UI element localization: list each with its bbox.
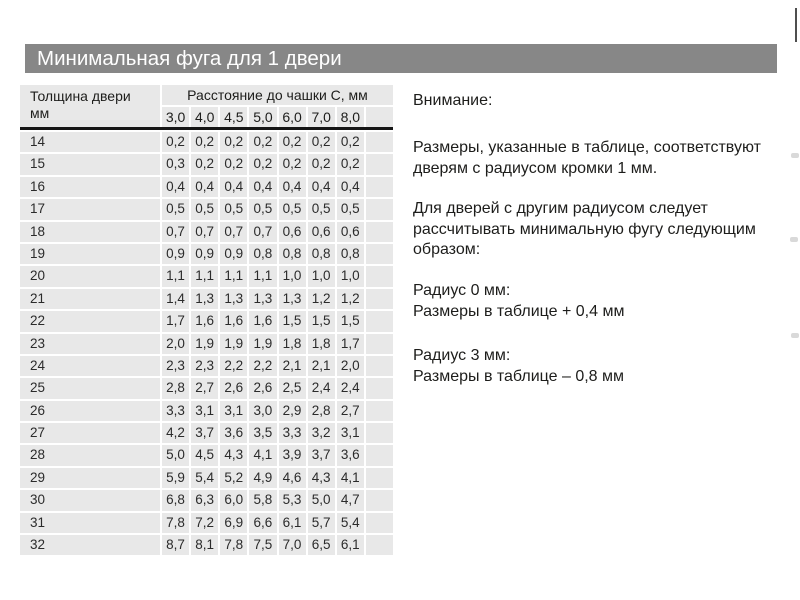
value-cell: 1,8: [308, 334, 335, 354]
value-cell: 2,8: [308, 401, 335, 421]
value-cell: 4,7: [337, 490, 364, 510]
table-row: [20, 490, 393, 510]
value-cell: 2,4: [308, 378, 335, 398]
value-cell: 1,9: [249, 334, 276, 354]
value-cell: 2,6: [249, 378, 276, 398]
table-row: [20, 423, 393, 443]
value-cell: 0,4: [220, 177, 247, 197]
value-cell: 1,6: [249, 311, 276, 331]
value-cell: 7,2: [191, 513, 218, 533]
value-cell: 1,9: [191, 334, 218, 354]
value-cell: 0,8: [279, 244, 306, 264]
value-cell-empty: [366, 535, 393, 555]
value-cell: 0,6: [279, 222, 306, 242]
value-cell: 3,6: [220, 423, 247, 443]
radius0-label: Радиус 0 мм:: [413, 282, 511, 299]
value-cell: 1,3: [279, 289, 306, 309]
value-cell: 5,0: [308, 490, 335, 510]
value-cell: 1,6: [191, 311, 218, 331]
value-cell-empty: [366, 154, 393, 174]
value-cell: 1,0: [279, 266, 306, 286]
value-cell-empty: [366, 378, 393, 398]
value-cell: 2,7: [337, 401, 364, 421]
thickness-cell: 22: [20, 311, 160, 331]
value-cell: 0,5: [220, 199, 247, 219]
value-cell: 0,3: [162, 154, 189, 174]
section-title: Минимальная фуга для 1 двери: [25, 44, 777, 73]
value-cell: 2,3: [162, 356, 189, 376]
value-cell: 7,8: [220, 535, 247, 555]
span-header: Расстояние до чашки C, мм: [162, 85, 393, 105]
value-cell: 6,1: [279, 513, 306, 533]
value-cell-empty: [366, 177, 393, 197]
radius0-text: Размеры в таблице + 0,4 мм: [413, 302, 625, 320]
thickness-cell: 24: [20, 356, 160, 376]
value-cell: 0,4: [162, 177, 189, 197]
value-cell: 6,0: [220, 490, 247, 510]
thickness-cell: 31: [20, 513, 160, 533]
value-cell: 4,6: [279, 468, 306, 488]
value-cell: 0,2: [220, 132, 247, 152]
thickness-cell: 30: [20, 490, 160, 510]
value-cell: 4,1: [337, 468, 364, 488]
table-body: [20, 132, 393, 555]
value-cell: 2,1: [308, 356, 335, 376]
value-cell: 0,2: [337, 154, 364, 174]
value-cell: 0,2: [191, 132, 218, 152]
value-cell: 4,1: [249, 445, 276, 465]
value-cell: 1,2: [337, 289, 364, 309]
value-cell: 0,8: [249, 244, 276, 264]
column-header: 4,5: [220, 107, 247, 127]
value-cell: 5,3: [279, 490, 306, 510]
value-cell: 2,6: [220, 378, 247, 398]
note-paragraph-other-radius: Для дверей с другим радиусом следует рассчитывать минимальную фугу следующим образом:: [413, 200, 756, 259]
value-cell: 6,1: [337, 535, 364, 555]
row-header-line1: Толщина двери: [30, 88, 131, 104]
value-cell: 3,3: [279, 423, 306, 443]
table-row: [20, 266, 393, 286]
value-cell-empty: [366, 334, 393, 354]
value-cell: 1,9: [220, 334, 247, 354]
value-cell: 0,7: [191, 222, 218, 242]
value-cell: 1,1: [162, 266, 189, 286]
note-paragraph-radius1: Размеры, указанные в таблице, соответствуют дверям с радиусом кромки 1 мм.: [413, 139, 761, 177]
value-cell-empty: [366, 244, 393, 264]
value-cell: 6,5: [308, 535, 335, 555]
value-cell: 2,0: [337, 356, 364, 376]
value-cell: 3,7: [308, 445, 335, 465]
value-cell: 0,5: [308, 199, 335, 219]
value-cell: 0,4: [191, 177, 218, 197]
value-cell: 5,2: [220, 468, 247, 488]
value-cell: 1,0: [308, 266, 335, 286]
page-edge-mark: [790, 237, 798, 242]
value-cell: 1,4: [162, 289, 189, 309]
value-cell: 1,1: [191, 266, 218, 286]
value-cell: 6,3: [191, 490, 218, 510]
value-cell: 4,3: [220, 445, 247, 465]
attention-title: Внимание:: [413, 92, 493, 109]
value-cell: 0,4: [249, 177, 276, 197]
thickness-cell: 26: [20, 401, 160, 421]
value-cell: 7,8: [162, 513, 189, 533]
value-cell: 0,2: [308, 132, 335, 152]
value-cell: 3,1: [191, 401, 218, 421]
value-cell-empty: [366, 199, 393, 219]
value-cell: 0,4: [279, 177, 306, 197]
value-cell: 1,5: [308, 311, 335, 331]
value-cell-empty: [366, 445, 393, 465]
value-cell: 0,6: [308, 222, 335, 242]
page-edge-line: [795, 8, 797, 42]
value-cell: 0,2: [249, 132, 276, 152]
thickness-cell: 32: [20, 535, 160, 555]
value-cell: 7,0: [279, 535, 306, 555]
value-cell: 0,4: [308, 177, 335, 197]
value-cell: 1,3: [249, 289, 276, 309]
table-row: [20, 356, 393, 376]
value-cell: 3,1: [337, 423, 364, 443]
column-header: 5,0: [249, 107, 276, 127]
radius3-note: [413, 346, 773, 387]
table-row: [20, 535, 393, 555]
value-cell: 4,2: [162, 423, 189, 443]
column-header: 7,0: [308, 107, 335, 127]
thickness-cell: 20: [20, 266, 160, 286]
value-cell-empty: [366, 401, 393, 421]
value-cell: 6,9: [220, 513, 247, 533]
value-cell: 0,2: [220, 154, 247, 174]
value-cell: 0,8: [308, 244, 335, 264]
value-cell-empty: [366, 423, 393, 443]
thickness-cell: 23: [20, 334, 160, 354]
table-row: [20, 222, 393, 242]
min-gap-table: [20, 85, 393, 557]
value-cell-empty: [366, 311, 393, 331]
value-cell-empty: [366, 289, 393, 309]
radius3-label: Радиус 3 мм:: [413, 347, 511, 364]
value-cell: 3,7: [191, 423, 218, 443]
value-cell: 2,4: [337, 378, 364, 398]
value-cell: 3,9: [279, 445, 306, 465]
page-edge-mark: [791, 333, 799, 338]
thickness-cell: 28: [20, 445, 160, 465]
column-headers-row: [162, 107, 393, 127]
column-header: 8,0: [337, 107, 364, 127]
value-cell: 4,5: [191, 445, 218, 465]
value-cell: 0,5: [249, 199, 276, 219]
value-cell: 2,1: [279, 356, 306, 376]
value-cell: 0,2: [249, 154, 276, 174]
table-row: [20, 244, 393, 264]
row-header-cell: [20, 85, 160, 127]
table-header: [20, 85, 393, 127]
value-cell: 0,5: [279, 199, 306, 219]
thickness-cell: 16: [20, 177, 160, 197]
column-header-empty: [366, 107, 393, 127]
value-cell: 3,2: [308, 423, 335, 443]
value-cell: 0,2: [191, 154, 218, 174]
value-cell: 0,2: [279, 132, 306, 152]
table-row: [20, 513, 393, 533]
value-cell: 1,7: [162, 311, 189, 331]
value-cell: 1,6: [220, 311, 247, 331]
value-cell: 1,8: [279, 334, 306, 354]
value-cell: 0,6: [337, 222, 364, 242]
value-cell: 0,9: [162, 244, 189, 264]
value-cell: 2,5: [279, 378, 306, 398]
value-cell: 0,8: [337, 244, 364, 264]
value-cell-empty: [366, 490, 393, 510]
table-row: [20, 199, 393, 219]
value-cell: 6,8: [162, 490, 189, 510]
value-cell: 2,2: [249, 356, 276, 376]
value-cell: 1,5: [337, 311, 364, 331]
table-row: [20, 445, 393, 465]
value-cell: 2,3: [191, 356, 218, 376]
value-cell: 0,5: [162, 199, 189, 219]
radius3-text: Размеры в таблице – 0,8 мм: [413, 367, 625, 385]
column-header: 3,0: [162, 107, 189, 127]
value-cell: 3,3: [162, 401, 189, 421]
thickness-cell: 19: [20, 244, 160, 264]
value-cell: 0,2: [279, 154, 306, 174]
column-header: 6,0: [279, 107, 306, 127]
value-cell: 0,9: [191, 244, 218, 264]
table-row: [20, 154, 393, 174]
value-cell: 6,6: [249, 513, 276, 533]
value-cell: 1,3: [191, 289, 218, 309]
thickness-cell: 15: [20, 154, 160, 174]
value-cell: 3,0: [249, 401, 276, 421]
table-row: [20, 311, 393, 331]
value-cell: 2,9: [279, 401, 306, 421]
value-cell-empty: [366, 132, 393, 152]
table-row: [20, 289, 393, 309]
value-cell: 4,3: [308, 468, 335, 488]
value-cell: 3,6: [337, 445, 364, 465]
value-cell: 0,2: [308, 154, 335, 174]
value-cell: 2,0: [162, 334, 189, 354]
value-cell-empty: [366, 356, 393, 376]
value-cell: 1,0: [337, 266, 364, 286]
table-row: [20, 468, 393, 488]
table-row: [20, 132, 393, 152]
value-cell: 8,7: [162, 535, 189, 555]
value-cell-empty: [366, 222, 393, 242]
header-rule: [20, 127, 393, 130]
value-cell: 0,2: [162, 132, 189, 152]
value-cell: 3,1: [220, 401, 247, 421]
value-cell: 0,5: [191, 199, 218, 219]
thickness-cell: 25: [20, 378, 160, 398]
value-cell: 1,1: [220, 266, 247, 286]
value-cell: 1,5: [279, 311, 306, 331]
value-cell: 0,7: [220, 222, 247, 242]
table-row: [20, 401, 393, 421]
value-cell: 1,2: [308, 289, 335, 309]
value-cell: 1,7: [337, 334, 364, 354]
value-cell: 5,9: [162, 468, 189, 488]
value-cell: 7,5: [249, 535, 276, 555]
value-cell: 2,2: [220, 356, 247, 376]
table-row: [20, 177, 393, 197]
thickness-cell: 14: [20, 132, 160, 152]
value-cell: 3,5: [249, 423, 276, 443]
value-cell-empty: [366, 266, 393, 286]
thickness-cell: 27: [20, 423, 160, 443]
value-cell: 0,7: [249, 222, 276, 242]
thickness-cell: 18: [20, 222, 160, 242]
value-cell: 0,5: [337, 199, 364, 219]
value-cell: 2,7: [191, 378, 218, 398]
thickness-cell: 21: [20, 289, 160, 309]
table-row: [20, 334, 393, 354]
value-cell: 4,9: [249, 468, 276, 488]
value-cell: 5,4: [337, 513, 364, 533]
value-cell: 5,4: [191, 468, 218, 488]
thickness-cell: 17: [20, 199, 160, 219]
value-cell: 0,2: [337, 132, 364, 152]
radius0-note: [413, 281, 773, 322]
column-header-group: [162, 85, 393, 127]
page-edge-mark: [791, 153, 799, 158]
value-cell: 2,8: [162, 378, 189, 398]
value-cell: 5,0: [162, 445, 189, 465]
value-cell: 0,9: [220, 244, 247, 264]
value-cell-empty: [366, 513, 393, 533]
value-cell: 8,1: [191, 535, 218, 555]
value-cell: 1,3: [220, 289, 247, 309]
thickness-cell: 29: [20, 468, 160, 488]
value-cell: 5,7: [308, 513, 335, 533]
value-cell-empty: [366, 468, 393, 488]
value-cell: 0,4: [337, 177, 364, 197]
value-cell: 0,7: [162, 222, 189, 242]
row-header-line2: мм: [30, 105, 50, 121]
value-cell: 5,8: [249, 490, 276, 510]
column-header: 4,0: [191, 107, 218, 127]
table-row: [20, 378, 393, 398]
value-cell: 1,1: [249, 266, 276, 286]
